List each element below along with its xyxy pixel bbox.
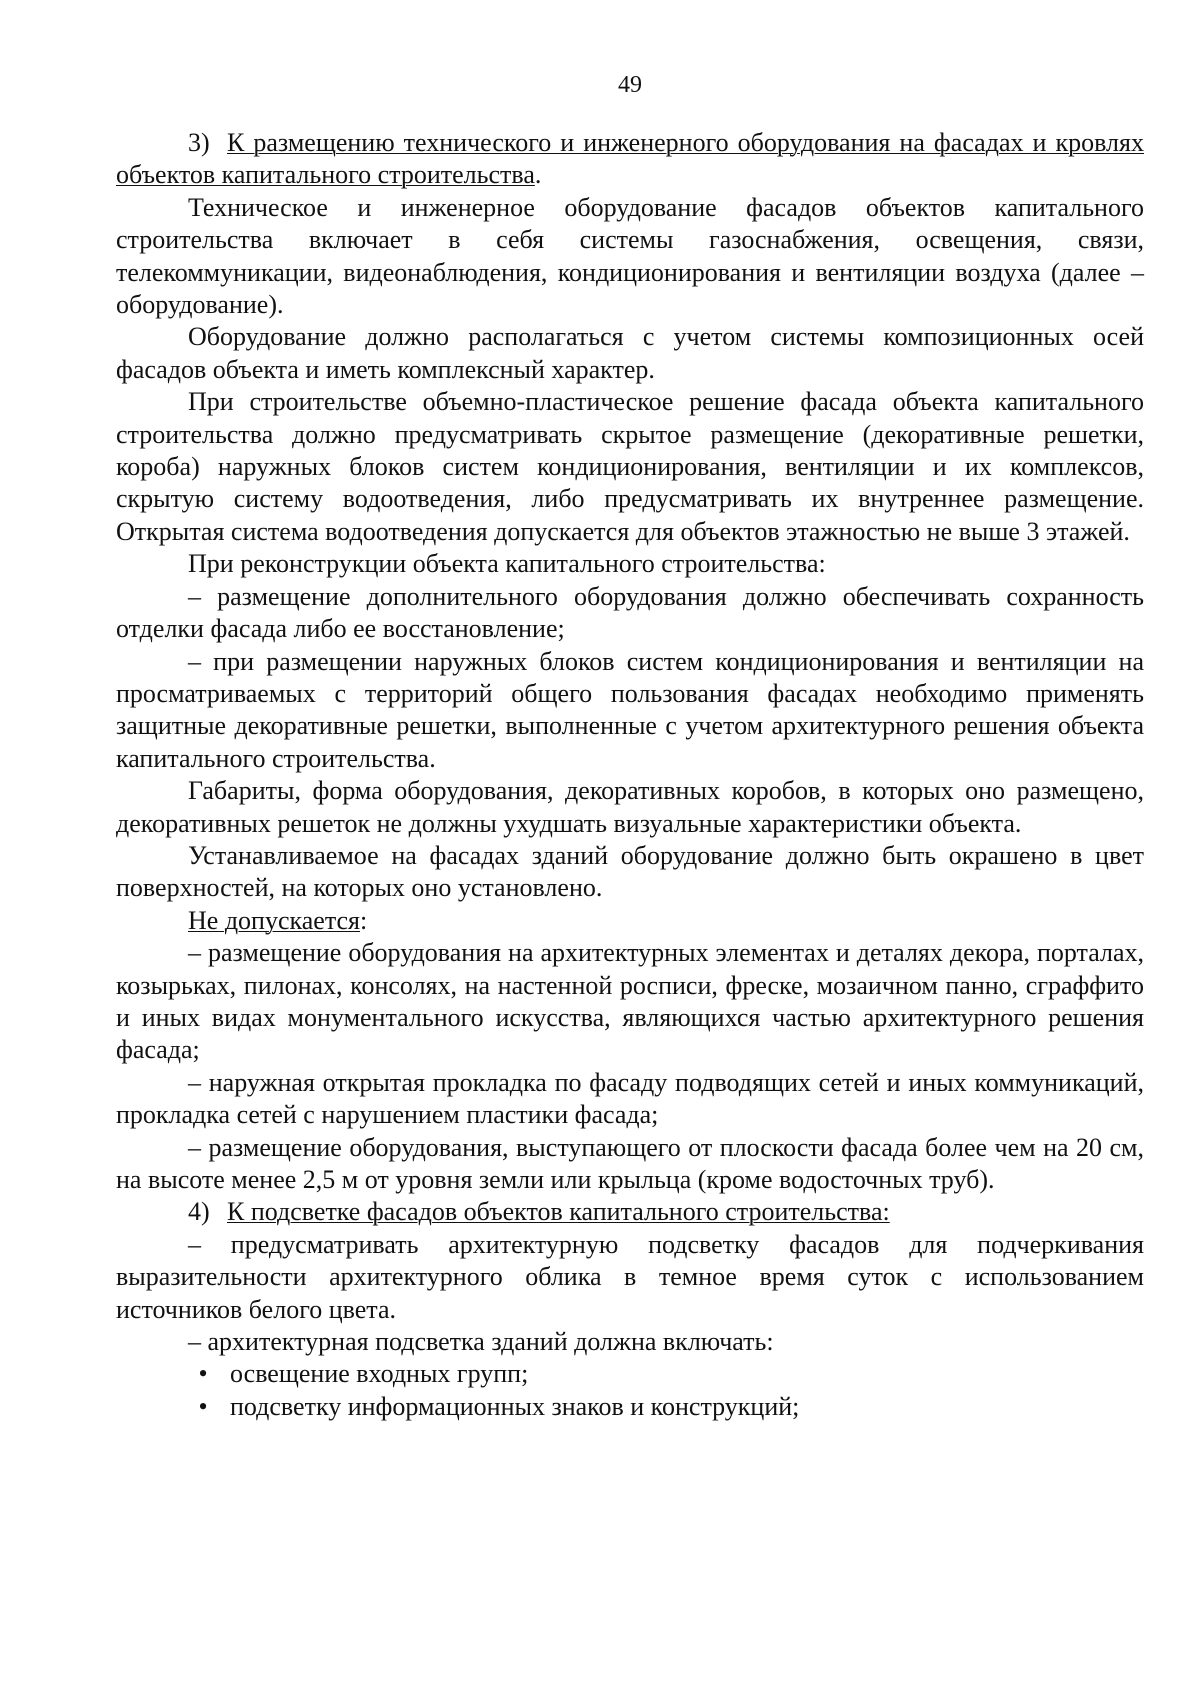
bullet-dot-icon: • bbox=[198, 1359, 208, 1389]
paragraph: Устанавливаемое на фасадах зданий оборудование должно быть окрашено в цвет поверхностей, на которых оно установлено. bbox=[116, 840, 1144, 903]
section-3-number: 3) bbox=[188, 128, 210, 157]
section-3-heading bbox=[116, 127, 1144, 192]
not-allowed-label: Не допускается bbox=[188, 905, 360, 935]
page-number: 49 bbox=[618, 72, 642, 98]
bullet-item bbox=[116, 1358, 1144, 1390]
not-allowed-heading bbox=[116, 905, 1144, 937]
bullet-text: освещение входных групп; bbox=[230, 1359, 529, 1389]
section-3-heading-text: К размещению технического и инженерного оборудования на фасадах и кровлях объектов капитального строительства bbox=[116, 128, 1144, 190]
bullet-text: подсветку информационных знаков и конструкций; bbox=[230, 1391, 800, 1421]
bullet-dot-icon: • bbox=[198, 1391, 208, 1421]
paragraph: При строительстве объемно-пластическое решение фасада объекта капитального строительства должно предусматривать скрытое размещение (декоративные решетки, короба) наружных блоков систем кондиционирования, вентиляции и их комплексов, скрытую систему водоотведения, либо предусматривать их внутреннее размещение. Открытая система водоотведения допускается для объектов этажностью не выше 3 этажей. bbox=[116, 387, 1144, 546]
list-item: – размещение оборудования на архитектурных элементах и деталях декора, порталах, козырьках, пилонах, консолях, на настенной росписи, фреске, мозаичном панно, сграффито и иных видах монументального искусства, являющихся частью архитектурного решения фасада; bbox=[116, 938, 1144, 1065]
list-item: – предусматривать архитектурную подсветку фасадов для подчеркивания выразительности архитектурного облика в темное время суток с использованием источников белого цвета. bbox=[116, 1229, 1144, 1324]
not-allowed-suffix: : bbox=[360, 905, 368, 935]
paragraph: Оборудование должно располагаться с учетом системы композиционных осей фасадов объекта и иметь комплексный характер. bbox=[116, 322, 1144, 384]
bullet-item bbox=[116, 1391, 1144, 1423]
section-4-heading bbox=[116, 1196, 1144, 1228]
section-4-heading-text: К подсветке фасадов объектов капитального строительства: bbox=[227, 1197, 890, 1227]
list-item: – размещение оборудования, выступающего от плоскости фасада более чем на 20 см, на высоте менее 2,5 м от уровня земли или крыльца (кроме водосточных труб). bbox=[116, 1132, 1144, 1194]
paragraph: Габариты, форма оборудования, декоративных коробов, в которых оно размещено, декоративных решеток не должны ухудшать визуальные характеристики объекта. bbox=[116, 776, 1144, 838]
list-item: – при размещении наружных блоков систем кондиционирования и вентиляции на просматриваемых с территорий общего пользования фасадах необходимо применять защитные декоративные решетки, выполненные с учетом архитектурного решения объекта капитального строительства. bbox=[116, 646, 1144, 773]
list-item: – наружная открытая прокладка по фасаду подводящих сетей и иных коммуникаций, прокладка сетей с нарушением пластики фасада; bbox=[116, 1067, 1144, 1130]
paragraph: Техническое и инженерное оборудование фасадов объектов капитального строительства включает в себя системы газоснабжения, освещения, связи, телекоммуникации, видеонаблюдения, кондиционирования и вентиляции воздуха (далее – оборудование). bbox=[116, 192, 1144, 320]
paragraph: При реконструкции объекта капитального строительства: bbox=[188, 549, 826, 579]
section-4-number: 4) bbox=[188, 1197, 210, 1227]
list-item: – размещение дополнительного оборудования должно обеспечивать сохранность отделки фасада либо ее восстановление; bbox=[116, 581, 1144, 644]
list-item: – архитектурная подсветка зданий должна включать: bbox=[188, 1327, 774, 1357]
section-3-heading-end: . bbox=[534, 160, 542, 190]
